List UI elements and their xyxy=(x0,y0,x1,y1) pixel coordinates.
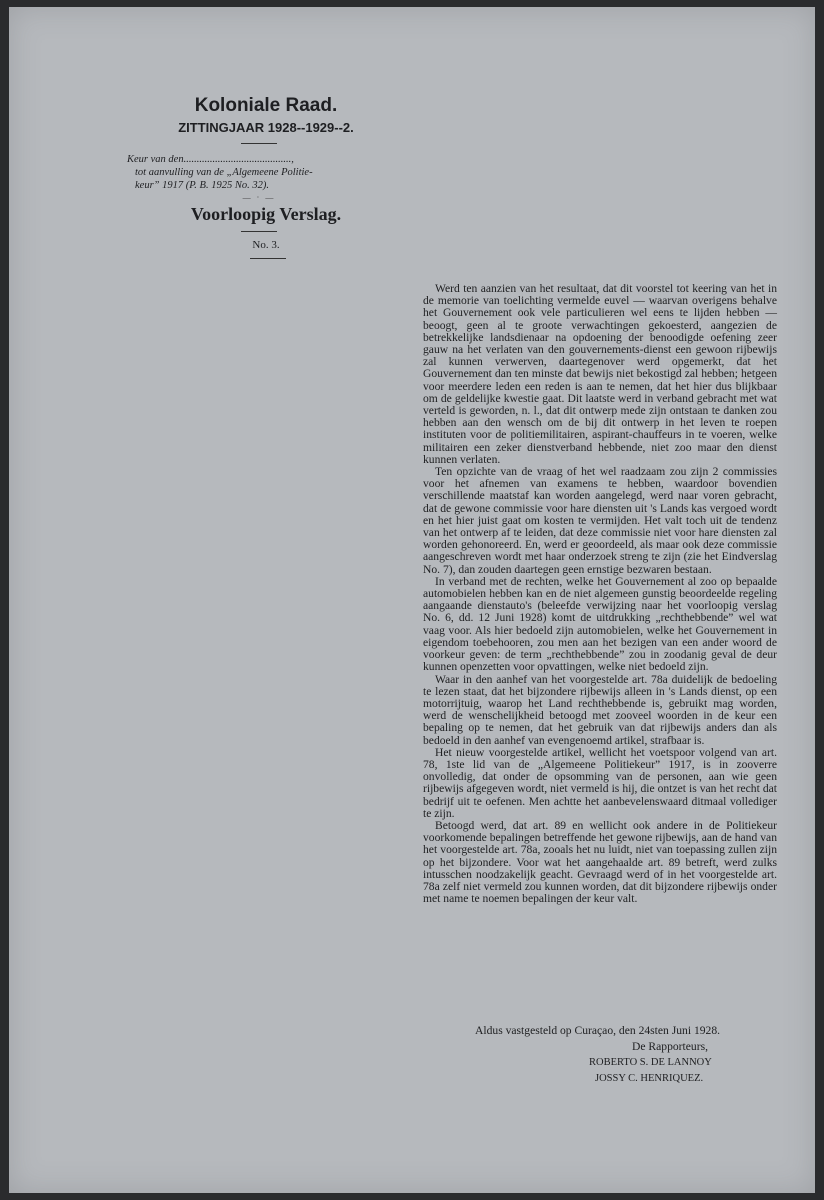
document-page xyxy=(9,7,815,1193)
report-number: No. 3. xyxy=(252,239,280,251)
paragraph: Betoogd werd, dat art. 89 en wellicht ook andere in de Politiekeur voorkomende bepalingen betreffende het gewone rijbewijs, aan de hand van het voorgestelde art. 78a, zooals het nu luidt, niet van toepassing zullen zijn op het bijzondere. Voor wat het aangehaalde art. 89 betreft, werd zulks intusschen noodzakelijk geacht. Gevraagd werd of in het voorgestelde art. 78a zelf niet vermeld zou kunnen worden, dat dit bijzondere rijbewijs onder met name te noemen bepalingen der keur valt. xyxy=(423,818,777,906)
paragraph: Waar in den aanhef van het voorgestelde art. 78a duidelijk de bedoeling te lezen staat, dat het bijzondere rijbewijs alleen in 's Lands dienst, op een motorrijtuig, waarop het Land rechthebbende is, gebruikt mag worden, werd de wenschelijkheid betoogd met zooveel woorden in de keur een bepaling op te nemen, dat het gebruik van dat rijbewijs anders dan als bedoeld in den aanhef van evengenoemd artikel, strafbaar is. xyxy=(423,672,777,747)
ordinance-description xyxy=(127,153,387,192)
document-header xyxy=(119,95,399,259)
rapporteurs-label: De Rapporteurs, xyxy=(632,1040,708,1053)
paragraph: Ten opzichte van de vraag of het wel raadzaam zou zijn 2 commissies voor het afnemen van examens te hebben, waardoor bovendien verschillende maatstaf kan worden aangelegd, werd naar voren gebracht, dat de gewone commissie voor hare diensten uit 's Lands kas vergoed wordt en het hier juist gaat om kosten te vermijden. Het valt toch uit de tendenz van het ontwerp af te leiden, dat deze commissie niet voor hare diensten zal worden gehonoreerd. En, werd er geoordeeld, als maar ook deze commissie aangeschreven wordt met haar onderzoek streng te zijn (zie het Eindverslag No. 7), dan zouden daartegen geen ernstige bezwaren bestaan. xyxy=(423,465,777,576)
divider xyxy=(241,143,277,144)
divider xyxy=(250,258,286,259)
keur-line: keur” 1917 (P. B. 1925 No. 32). xyxy=(135,180,269,191)
adoption-line: Aldus vastgesteld op Curaçao, den 24sten Juni 1928. xyxy=(475,1024,721,1037)
keur-line: tot aanvulling van de „Algemeene Politie- xyxy=(135,167,313,178)
council-title: Koloniale Raad. xyxy=(194,95,338,116)
signer-name: JOSSY C. HENRIQUEZ. xyxy=(595,1073,704,1084)
report-body xyxy=(423,283,777,905)
divider xyxy=(241,231,277,232)
report-title: Voorloopig Verslag. xyxy=(190,204,342,224)
signer-name: ROBERTO S. DE LANNOY xyxy=(589,1057,712,1068)
session-year: ZITTINGJAAR 1928--1929--2. xyxy=(178,120,354,135)
paragraph: Het nieuw voorgestelde artikel, wellicht het voetspoor volgend van art. 78, 1ste lid van de „Algemeene Politiekeur” 1917, is in zooverre onvolledig, dat onder de opsomming van de personen, aan wie geen rijbewijs afgegeven wordt, niet vermeld is hij, die ontzet is van het recht dat bedrijf uit te oefenen. Men achtte het aanbevelenswaard ditmaal vollediger te zijn. xyxy=(423,745,777,820)
ornament-divider: — · — xyxy=(242,193,276,202)
keur-line: Keur van den........................................., xyxy=(127,154,294,165)
paragraph: In verband met de rechten, welke het Gouvernement al zoo op bepaalde automobielen hebben kan en de niet algemeen gunstig beoordeelde regeling aangaande dienstauto's (beleefde verwijzing naar het voorloopig verslag No. 6, dd. 12 Juni 1928) komt de uitdrukking „rechthebbende” wel wat vaag voor. Als hier bedoeld zijn automobielen, welke het Gouvernement in eigendom toebehooren, zou men aan het bezigen van een ander woord de voorkeur geven: de term „rechthebbende” zou in zoodanig geval de deur kunnen openzetten voor opvattingen, welke niet bedoeld zijn. xyxy=(423,574,777,674)
signature-block xyxy=(423,1023,777,1087)
paragraph: Werd ten aanzien van het resultaat, dat dit voorstel tot keering van het in de memorie van toelichting vermelde euvel — waarvan overigens behalve het Gouvernement ook vele particulieren wel eens te lijden hebben — beoogt, geen al te groote verwachtingen gekoesterd, aangezien de betrekkelijke landsdienaar na opdoening der benoodigde oefening zeer gauw na het verlaten van den gouvernements-dienst een gewoon rijbewijs zal kunnen verwerven, daartegenover werd opgemerkt, dat het Gouvernement dan ten minste dat bewijs niet bekostigd zal hebben; hetgeen voor meerdere leden een reden is aan te nemen, dat het hier dus blijkbaar om de geldelijke kwestie gaat. Dit laatste werd in verband gebracht met wat verteld is geworden, n. l., dat dit ontwerp mede zijn ontstaan te danken zou hebben aan den wensch om de bij dit ontwerp in het leven te roepen instituten voor de politiemilitairen, aspirant-chauffeurs in te voeren, welke militairen een zeker dienstverband hebbende, niet zoo maar den dienst kunnen verlaten. xyxy=(423,282,777,466)
